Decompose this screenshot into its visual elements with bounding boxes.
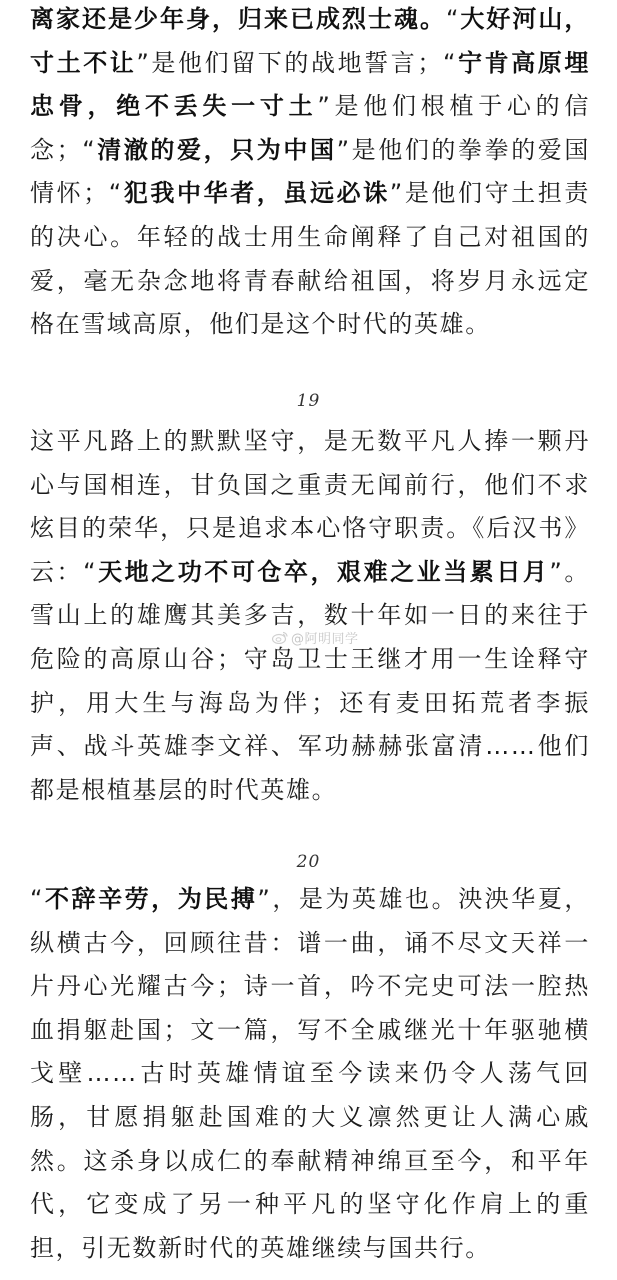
text-segment: ”是他们根植于心的信念；“ — [30, 92, 591, 164]
section-number-19: 19 — [296, 391, 321, 411]
bold-quote-segment: 不辞辛劳，为民搏 — [44, 885, 258, 913]
paragraph-heroes-oath — [30, 0, 590, 347]
bold-quote-segment: 清澈的爱，只为中国 — [96, 135, 337, 164]
text-segment: ”。雪山上的雄鹰其美多吉，数十年如一日的来往于危险的高原山谷；守岛卫士王继才用一生诠释守护，用大生与海岛为伴；还有麦田拓荒者李振声、战斗英雄李文祥、军功赫赫张富清……他们都是根植基层的时代英雄。 — [30, 557, 591, 804]
weibo-logo-icon — [272, 631, 288, 644]
text-segment: 这平凡路上的默默坚守，是无数平凡人捧一颗丹心与国相连，甘负国之重责无闻前行，他们不求炫目的荣华，只是追求本心恪守职责。《后汉书》云：“ — [30, 427, 590, 586]
watermark — [272, 628, 359, 647]
text-segment: “ — [30, 885, 45, 913]
bold-quote-segment: 大好河山，寸土不让 — [30, 5, 591, 77]
bold-quote-segment: 天地之功不可仓卒，艰难之业当累日月 — [97, 557, 550, 586]
watermark-text: @阿明同学 — [291, 632, 359, 647]
paragraph-ancient-heroes — [30, 878, 590, 1270]
paragraph-ordinary-heroes — [30, 420, 590, 812]
bold-quote-segment: 宁肯高原埋忠骨，绝不丢失一寸土 — [30, 48, 590, 121]
bold-quote-segment: 犯我中华者，虽远必诛 — [122, 179, 390, 208]
text-segment: ”，是为英雄也。泱泱华夏，纵横古今，回顾往昔：谱一曲，诵不尽文天祥一片丹心光耀古今；诗一首，吟不完史可法一腔热血捐躯赴国；文一篇，写不全戚继光十年驱驰横戈壁……古时英雄情谊至今读来仍令人荡气回肠，甘愿捐躯赴国难的大义凛然更让人满心戚然。这杀身以成仁的奉献精神绵亘至今，和平年代，它变成了另一种平凡的坚守化作肩上的重担，引无数新时代的英雄继续与国共行。 — [30, 885, 590, 1262]
text-segment: ”是他们留下的战地誓言；“ — [136, 48, 458, 77]
text-segment: “ — [445, 5, 461, 33]
text-segment: ”是他们的拳拳的爱国情怀；“ — [30, 135, 591, 208]
bold-quote-segment: 离家还是少年身，归来已成烈士魂。 — [30, 5, 446, 33]
section-number-20: 20 — [296, 852, 321, 872]
text-segment: ”是他们守土担责的决心。年轻的战士用生命阐释了自己对祖国的爱，毫无杂念地将青春献给祖国，将岁月永远定格在雪域高原，他们是这个时代的英雄。 — [30, 179, 591, 339]
